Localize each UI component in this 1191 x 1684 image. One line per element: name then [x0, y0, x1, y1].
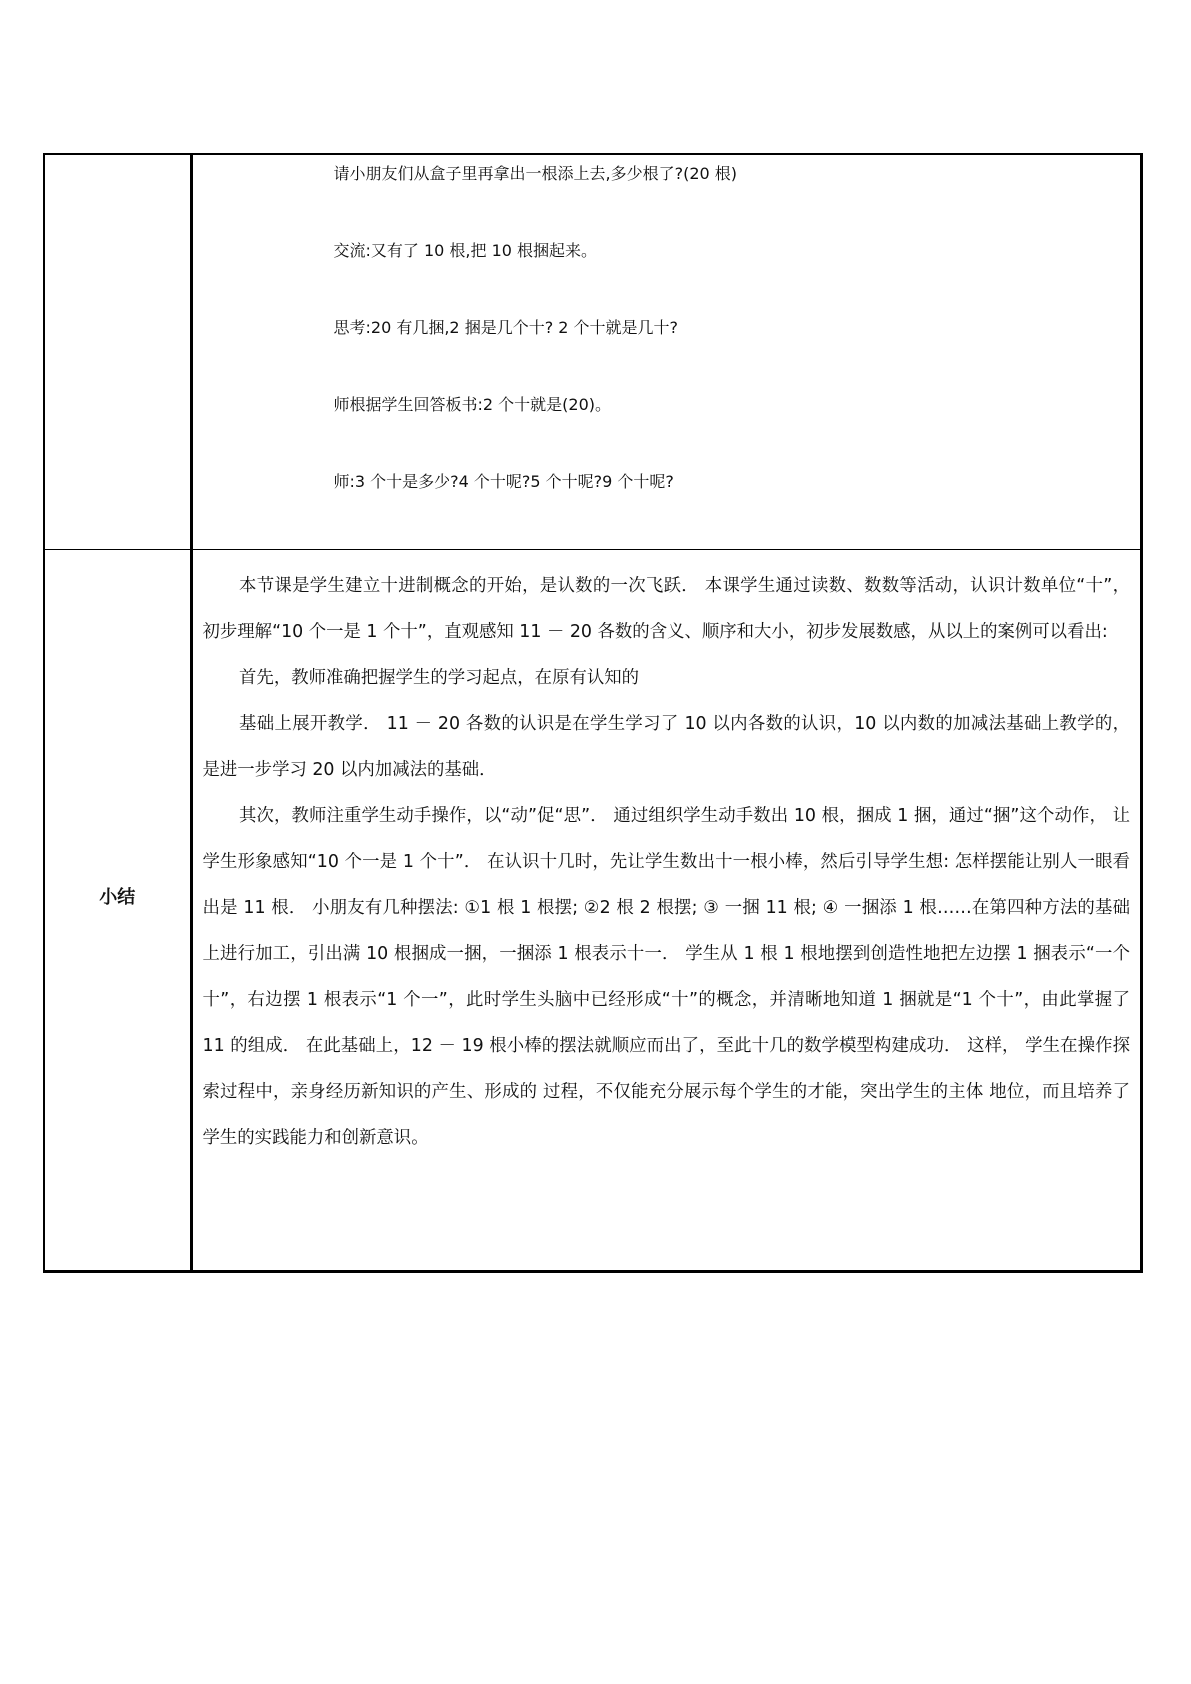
- summary-paragraph: 首先，教师准确把握学生的学习起点，在原有认知的: [239, 668, 640, 688]
- summary-paragraph: 其次，教师注重学生动手操作，以“动”促“思”． 通过组织学生动手数出 10 根，捆成 1 捆，通过“捆”这个动作， 让学生形象感知“10 个一是 1 个十”． 在认识十几时，先让学生数出十一根小棒，然后引导学生想: 怎样摆能让别人一眼看出是 11 根． 小朋友有几种摆法: ①1 根 1 根摆; ②2 根 2 根摆; ③ 一捆 11 根; ④ 一捆添 1 根……在第四种方法的基础上进行加工，引出满 10 根捆成一捆，一捆添 1 根表示十一． 学生从 1 根 1 根地摆到创造性地把左边摆 1 捆表示“一个十”，右边摆 1 根表示“1 个一”，此时学生头脑中已经形成“十”的概念，并清晰地知道 1 捆就是“1 个十”，由此掌握了 11 的组成． 在此基础上，12 － 19 根小棒的摆法就顺应而出了，至此十几的数学模型构建成功． 这样， 学生在操作探索过程中，亲身经历新知识的产生、形成的 过程，不仅能充分展示每个学生的才能，突出学生的主体 地位，而且培养了学生的实践能力和创新意识。: [202, 806, 1130, 1148]
- summary-paragraph: 基础上展开教学． 11 － 20 各数的认识是在学生学习了 10 以内各数的认识，10 以内数的加减法基础上教学的，是进一步学习 20 以内加减法的基础．: [202, 714, 1130, 780]
- table-row-continued: [44, 154, 1142, 550]
- row-label-cell-empty: [44, 154, 191, 550]
- table-row-summary: [44, 550, 1142, 1272]
- teaching-process-cell: [191, 154, 1142, 550]
- process-line: 师根据学生回答板书:2 个十就是(20)。: [333, 395, 612, 414]
- process-line: 交流:又有了 10 根,把 10 根捆起来。: [333, 241, 598, 260]
- summary-body: [193, 550, 1141, 1161]
- summary-content-cell: [191, 550, 1142, 1272]
- process-line: 请小朋友们从盒子里再拿出一根添上去,多少根了?(20 根): [333, 164, 738, 183]
- process-line: 思考:20 有几捆,2 捆是几个十? 2 个十就是几十?: [333, 318, 679, 337]
- lesson-plan-table: [43, 153, 1143, 1273]
- summary-paragraph: 本节课是学生建立十进制概念的开始，是认数的一次飞跃． 本课学生通过读数、数数等活动，认识计数单位“十”，初步理解“10 个一是 1 个十”，直观感知 11 － 20 各数的含义、顺序和大小，初步发展数感，从以上的案例可以看出:: [202, 576, 1130, 642]
- summary-label-cell: [44, 550, 191, 1272]
- summary-label-wrap: [45, 550, 190, 1270]
- process-line: 师:3 个十是多少?4 个十呢?5 个十呢?9 个十呢?: [333, 472, 674, 491]
- summary-label: 小结: [99, 887, 136, 908]
- teaching-process-lines: [193, 155, 1141, 549]
